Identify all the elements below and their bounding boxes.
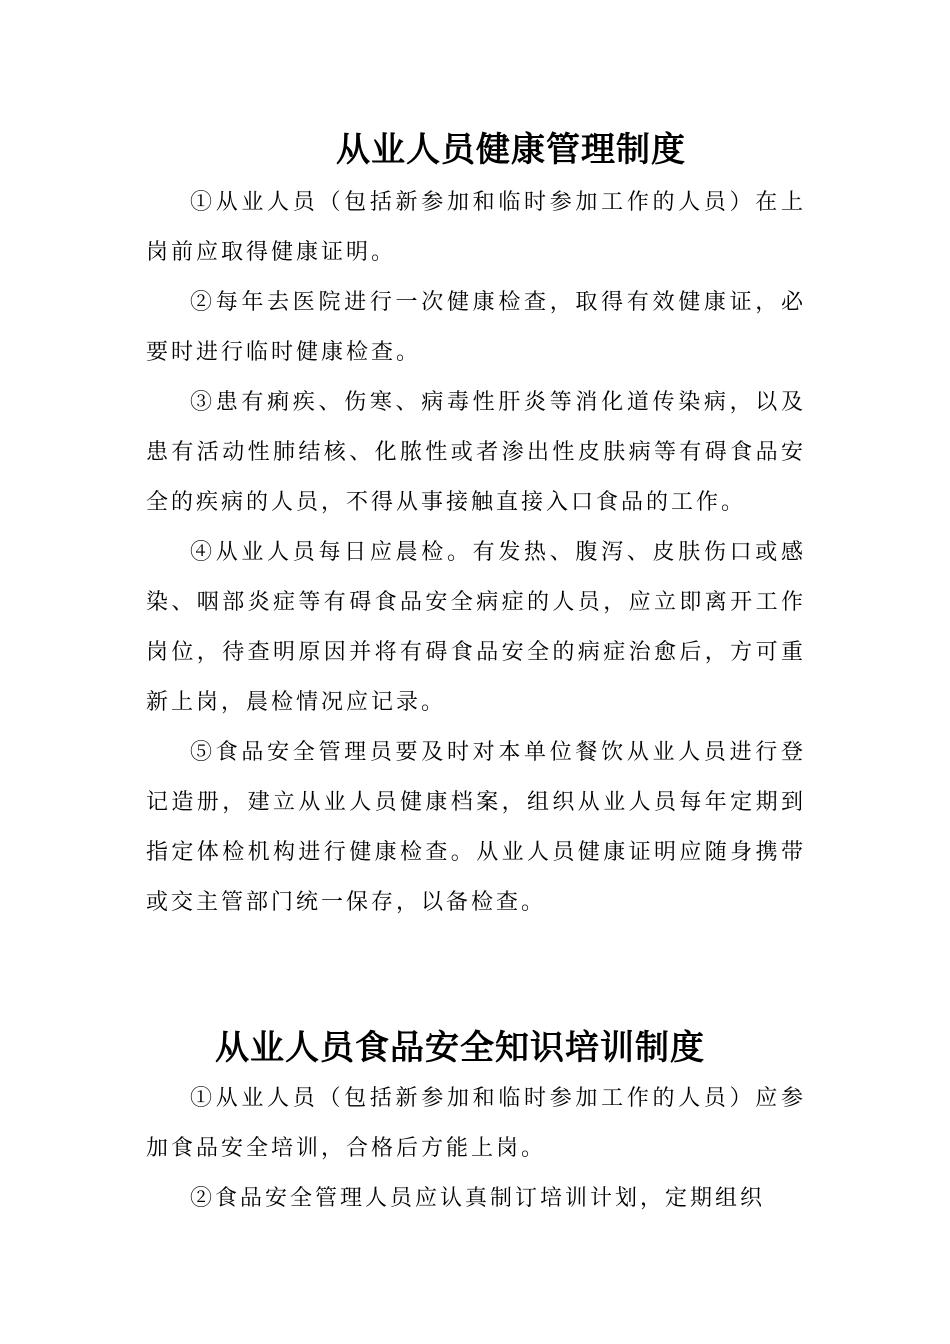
paragraph-5: ⑤食品安全管理员要及时对本单位餐饮从业人员进行登记造册，建立从业人员健康档案，组织从业人员每年定期到指定体检机构进行健康检查。从业人员健康证明应随身携带或交主管部门统一保存，以备检查。 — [146, 740, 806, 915]
paragraph-2: ②食品安全管理人员应认真制订培训计划，定期组织 — [190, 1186, 766, 1211]
section-body-safety-training — [146, 1074, 806, 1224]
section-title-safety-training: 从业人员食品安全知识培训制度 — [215, 1028, 705, 1068]
paragraph-3: ③患有痢疾、伤寒、病毒性肝炎等消化道传染病，以及患有活动性肺结核、化脓性或者渗出性皮肤病等有碍食品安全的疾病的人员，不得从事接触直接入口食品的工作。 — [146, 390, 806, 515]
section-title-health-management: 从业人员健康管理制度 — [336, 130, 686, 170]
section-body-health-management — [146, 178, 806, 928]
paragraph-1: ①从业人员（包括新参加和临时参加工作的人员）应参加食品安全培训，合格后方能上岗。 — [146, 1086, 806, 1161]
paragraph-1: ①从业人员（包括新参加和临时参加工作的人员）在上岗前应取得健康证明。 — [146, 190, 806, 265]
paragraph-2: ②每年去医院进行一次健康检查，取得有效健康证，必要时进行临时健康检查。 — [146, 290, 806, 365]
paragraph-4: ④从业人员每日应晨检。有发热、腹泻、皮肤伤口或感染、咽部炎症等有碍食品安全病症的人员，应立即离开工作岗位，待查明原因并将有碍食品安全的病症治愈后，方可重新上岗，晨检情况应记录。 — [146, 540, 806, 715]
